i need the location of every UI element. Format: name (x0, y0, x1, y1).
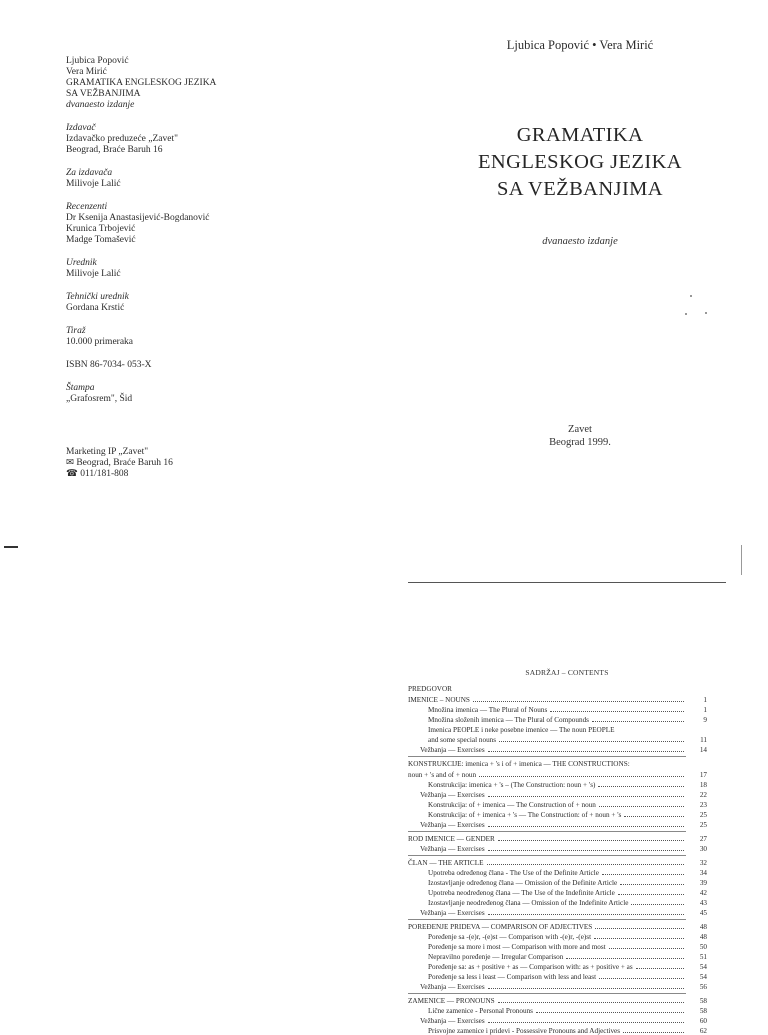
toc-leader-dots (536, 1011, 684, 1013)
toc-entry (408, 683, 686, 693)
toc-entry-label: Poređenje sa less i least — Comparison with less and least (428, 973, 597, 981)
toc-leader-dots (598, 785, 684, 787)
toc-entry (408, 907, 707, 917)
toc-leader-dots (623, 1031, 684, 1033)
toc-entry-page: 1 (703, 706, 707, 714)
title-page-authors: Ljubica Popović • Vera Mirić (506, 38, 654, 52)
toc-entry-page: 17 (699, 771, 707, 779)
printing-label: Štampa (66, 383, 95, 393)
toc-leader-dots (479, 775, 684, 777)
toc-entry-label: Izostavljanje neodređenog člana — Omission of the Indefinite Article (428, 899, 629, 907)
toc-entry (408, 809, 707, 819)
printing-house: „Grafosrem", Šid (66, 394, 133, 404)
toc-entry-label: Izostavljanje određenog člana — Omission of the Definite Article (428, 879, 618, 887)
book-title-line-1: GRAMATIKA (516, 124, 644, 146)
print-run: 10.000 primeraka (66, 337, 134, 347)
toc-leader-dots (488, 987, 684, 989)
for-publisher-name: Milivoje Lalić (66, 179, 121, 189)
toc-leader-dots (550, 710, 684, 712)
toc-leader-dots (594, 937, 684, 939)
toc-leader-dots (488, 913, 684, 915)
toc-leader-dots (488, 795, 684, 797)
toc-entry-label: Poređenje sa -(e)r, -(e)st — Comparison with -(e)r, -(e)st (428, 933, 592, 941)
toc-entry-page: 32 (699, 859, 707, 867)
toc-entry-label: noun + 's and of + noun (408, 771, 477, 779)
toc-entry (408, 714, 707, 724)
toc-entry (408, 799, 707, 809)
book-title-line-3: SA VEŽBANJIMA (497, 178, 663, 200)
toc-entry (408, 744, 707, 754)
imprint-author-1: Ljubica Popović (66, 56, 129, 66)
toc-entry-page: 27 (699, 835, 707, 843)
toc-entry-page: 1 (703, 696, 707, 704)
for-publisher-label: Za izdavača (66, 168, 113, 178)
toc-entry-page: 50 (699, 943, 707, 951)
toc-entry-label: Konstrukcija: of + imenica + 's — The Construction: of + noun + 's (428, 811, 622, 819)
editor-name: Milivoje Lalić (66, 269, 121, 279)
toc-entry-page: 54 (699, 973, 707, 981)
toc-leader-dots (488, 750, 684, 752)
toc-entry-label: IMENICE – NOUNS (408, 696, 470, 704)
toc-leader-dots (488, 1021, 684, 1023)
toc-entry (408, 941, 707, 951)
toc-entry-label: Vežbanja — Exercises (420, 845, 485, 853)
toc-leader-dots (592, 720, 684, 722)
scan-speck (690, 295, 692, 297)
toc-entry-label: Prisvojne zamenice i pridevi - Possessive Pronouns and Adjectives (428, 1027, 621, 1035)
toc-leader-dots (488, 849, 684, 851)
toc-entry-page: 43 (699, 899, 707, 907)
toc-entry-page: 34 (699, 869, 707, 877)
toc-heading: SADRŽAJ – CONTENTS (525, 668, 609, 677)
toc-leader-dots (636, 967, 684, 969)
toc-entry (408, 877, 707, 887)
toc-entry-label: Imenica PEOPLE i neke posebne imenice — The noun PEOPLE (428, 726, 615, 734)
imprint-title-1: GRAMATIKA ENGLESKOG JEZIKA (66, 78, 217, 88)
toc-entry-label: ČLAN — THE ARTICLE (408, 859, 484, 867)
toc-entry-page: 14 (699, 746, 707, 754)
toc-entry-label: Vežbanja — Exercises (420, 791, 485, 799)
toc-entry (408, 971, 707, 981)
toc-entry (408, 819, 707, 829)
toc-entry (408, 779, 707, 789)
publisher-city-year: Beograd 1999. (549, 437, 611, 448)
toc-entry (408, 1005, 707, 1015)
toc-entry-label: Vežbanja — Exercises (420, 821, 485, 829)
toc-entry (408, 855, 707, 867)
toc-entry-page: 30 (699, 845, 707, 853)
tech-editor-name: Gordana Krstić (66, 303, 125, 313)
toc-entry-page: 48 (699, 933, 707, 941)
toc-entry (408, 831, 707, 843)
scan-mark (4, 546, 18, 548)
print-run-label: Tiraž (66, 326, 86, 336)
toc-leader-dots (488, 825, 684, 827)
publisher-address: Beograd, Braće Baruh 16 (66, 145, 163, 155)
toc-entry-label: Nepravilno poređenje — Irregular Comparison (428, 953, 564, 961)
toc-leader-dots (566, 957, 684, 959)
toc-entry-page: 23 (699, 801, 707, 809)
title-page-edition: dvanaesto izdanje (542, 236, 618, 247)
toc-entry-page: 56 (699, 983, 707, 991)
editor-label: Urednik (66, 258, 97, 268)
marketing-address: ✉ Beograd, Braće Baruh 16 (66, 458, 173, 468)
toc-entry-label: Množina imenica — The Plural of Nouns (428, 706, 548, 714)
imprint-author-2: Vera Mirić (66, 67, 107, 77)
toc-entry-page: 18 (699, 781, 707, 789)
toc-entry (408, 993, 707, 1005)
imprint-title-2: SA VEŽBANJIMA (66, 89, 141, 99)
page-edge-line (741, 545, 742, 575)
toc-entry-page: 9 (703, 716, 707, 724)
reviewers-label: Recenzenti (66, 202, 108, 212)
toc-entry (408, 897, 707, 907)
toc-entry-page: 60 (699, 1017, 707, 1025)
toc-entry-label: Vežbanja — Exercises (420, 1017, 485, 1025)
toc-leader-dots (498, 1001, 684, 1003)
toc-leader-dots (631, 903, 684, 905)
toc-entry (408, 734, 707, 744)
book-title (430, 122, 730, 203)
toc-entry-label: Množina složenih imenica — The Plural of Compounds (428, 716, 589, 724)
reviewer-1: Dr Ksenija Anastasijević-Bogdanović (66, 213, 210, 223)
publisher-name: Izdavačko preduzeće „Zavet" (66, 134, 178, 144)
toc-entry-page: 25 (699, 811, 707, 819)
toc-entry (408, 981, 707, 991)
toc-leader-dots (498, 839, 684, 841)
publisher-name-title: Zavet (568, 424, 592, 435)
toc-entry-label: POREĐENJE PRIDEVA — COMPARISON OF ADJECTIVES (408, 923, 593, 931)
scan-speck (705, 312, 707, 314)
toc-leader-dots (620, 883, 684, 885)
toc-entry (408, 887, 707, 897)
toc-entry-page: 22 (699, 791, 707, 799)
marketing-name: Marketing IP „Zavet" (66, 447, 149, 457)
toc-leader-dots (487, 863, 685, 865)
table-of-contents (408, 682, 707, 1035)
page-divider (408, 582, 726, 583)
publisher-label: Izdavač (66, 123, 96, 133)
marketing-phone: ☎ 011/181-808 (66, 469, 129, 479)
book-title-line-2: ENGLESKOG JEZIKA (478, 151, 682, 173)
toc-leader-dots (609, 947, 684, 949)
toc-entry-page: 58 (699, 997, 707, 1005)
toc-entry-label: KONSTRUKCIJE: imenica + 's i of + imenica — THE CONSTRUCTIONS: (408, 760, 630, 768)
toc-entry-page: 62 (699, 1027, 707, 1035)
toc-entry-page: 42 (699, 889, 707, 897)
toc-entry-page: 48 (699, 923, 707, 931)
toc-entry-label: Poređenje sa: as + positive + as — Comparison with: as + positive + as (428, 963, 633, 971)
toc-entry-label: ZAMENICE — PRONOUNS (408, 997, 495, 1005)
toc-entry-label: Lične zamenice - Personal Pronouns (428, 1007, 533, 1015)
reviewer-2: Krunica Trbojević (66, 224, 136, 234)
toc-entry-page: 58 (699, 1007, 707, 1015)
scan-speck (685, 313, 687, 315)
isbn: ISBN 86-7034- 053-X (66, 360, 152, 370)
toc-entry-label: PREDGOVOR (408, 685, 452, 693)
toc-entry-page: 25 (699, 821, 707, 829)
imprint-block (66, 56, 366, 480)
toc-leader-dots (595, 927, 684, 929)
toc-leader-dots (602, 873, 684, 875)
toc-leader-dots (499, 740, 684, 742)
toc-entry (408, 704, 707, 714)
toc-entry (408, 789, 707, 799)
toc-entry-label: Upotreba određenog člana - The Use of the Definite Article (428, 869, 599, 877)
toc-entry-label: Poređenje sa more i most — Comparison with more and most (428, 943, 606, 951)
reviewer-3: Madge Tomašević (66, 235, 136, 245)
toc-entry-label: Vežbanja — Exercises (420, 983, 485, 991)
toc-entry-label: Upotreba neodređenog člana — The Use of the Indefinite Article (428, 889, 615, 897)
toc-entry-page: 45 (699, 909, 707, 917)
toc-entry-label: Konstrukcija: imenica + 's – (The Construction: noun + 's) (428, 781, 596, 789)
toc-entry-label: Vežbanja — Exercises (420, 746, 485, 754)
toc-entry (408, 951, 707, 961)
toc-leader-dots (599, 805, 684, 807)
toc-entry-page: 54 (699, 963, 707, 971)
tech-editor-label: Tehnički urednik (66, 292, 129, 302)
toc-entry-label: ROD IMENICE — GENDER (408, 835, 495, 843)
toc-entry-label: Konstrukcija: of + imenica — The Construction of + noun (428, 801, 596, 809)
toc-entry (408, 769, 707, 779)
toc-entry (408, 724, 686, 734)
toc-leader-dots (473, 700, 684, 702)
toc-entry-page: 51 (699, 953, 707, 961)
toc-entry (408, 867, 707, 877)
toc-entry-page: 39 (699, 879, 707, 887)
toc-entry (408, 756, 686, 768)
toc-entry (408, 1025, 707, 1035)
toc-entry (408, 961, 707, 971)
imprint-edition: dvanaesto izdanje (66, 100, 135, 110)
toc-entry (408, 931, 707, 941)
toc-entry-label: and some special nouns (428, 736, 497, 744)
publisher-imprint (430, 423, 730, 449)
toc-entry (408, 843, 707, 853)
toc-leader-dots (624, 815, 684, 817)
toc-leader-dots (599, 977, 684, 979)
toc-entry (408, 694, 707, 704)
toc-leader-dots (618, 893, 684, 895)
toc-entry (408, 919, 707, 931)
toc-entry-label: Vežbanja — Exercises (420, 909, 485, 917)
toc-entry-page: 11 (700, 736, 707, 744)
